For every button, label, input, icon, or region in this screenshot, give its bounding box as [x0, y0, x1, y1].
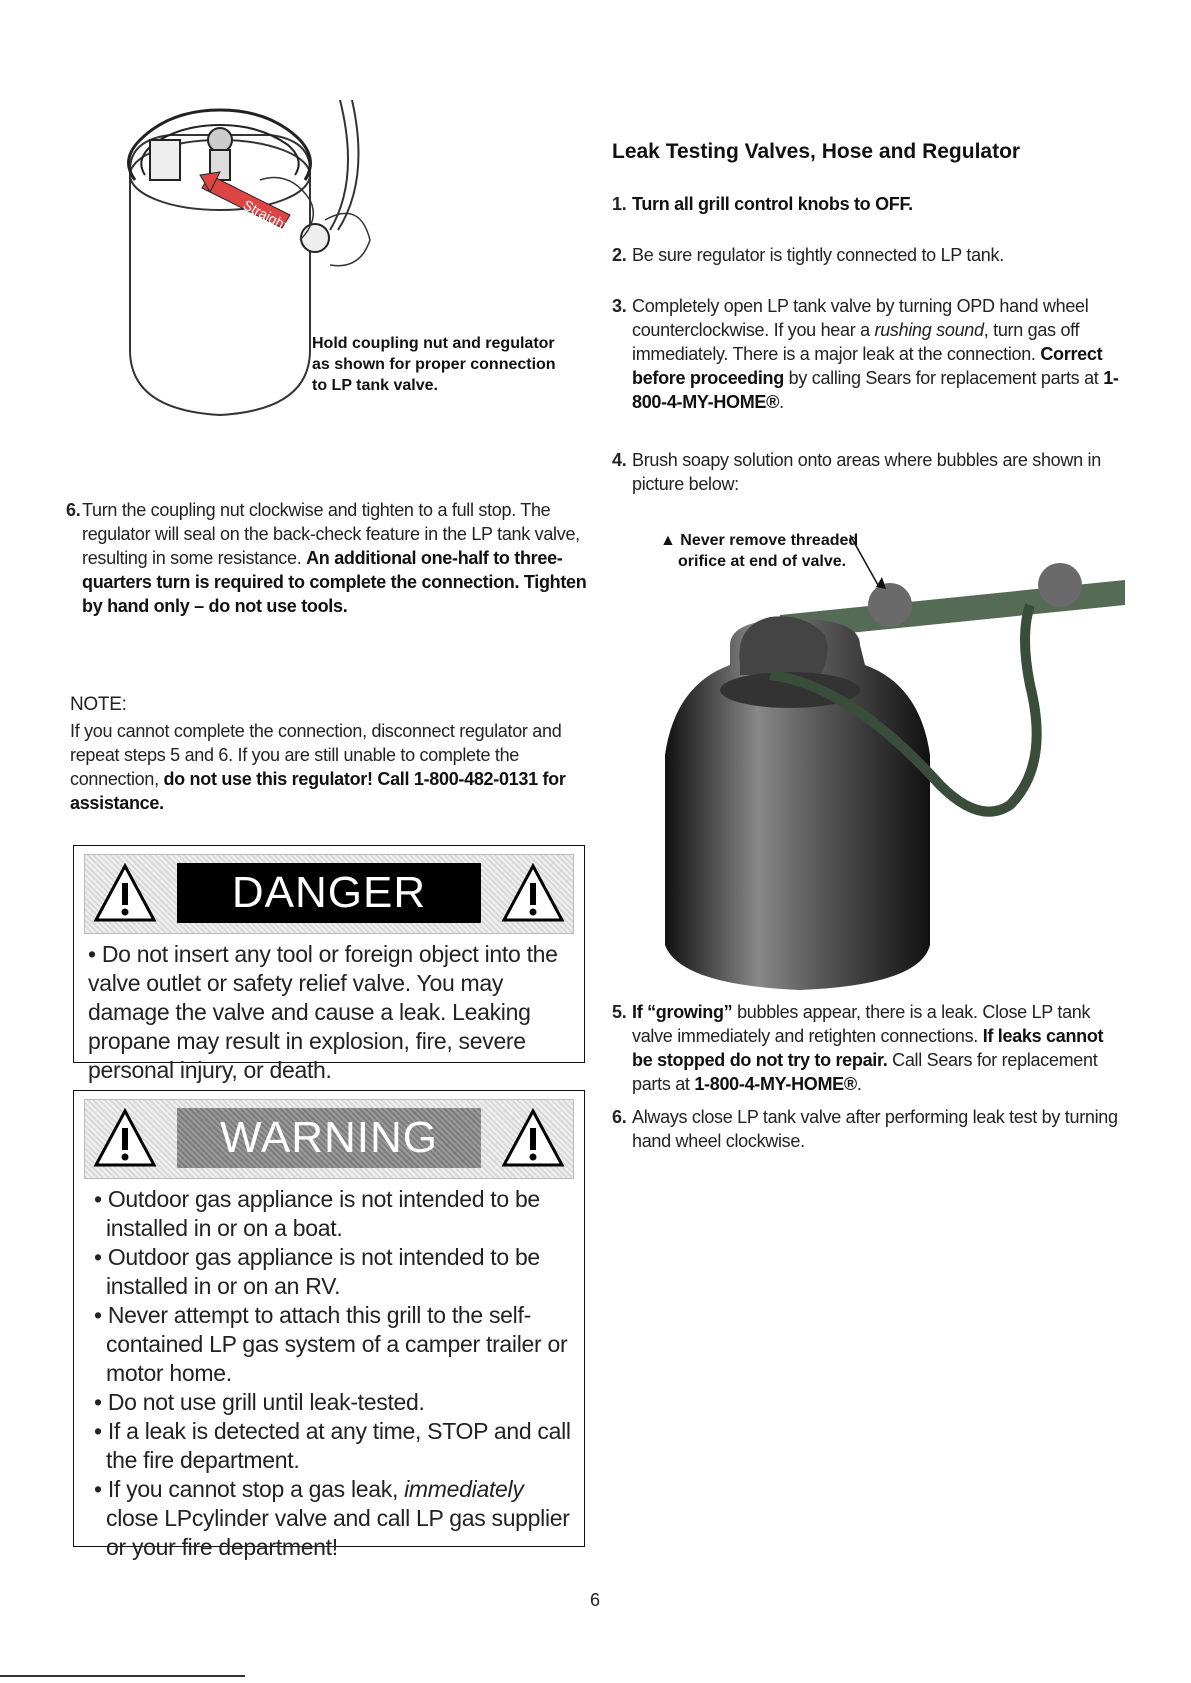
warning-list	[88, 1185, 574, 1562]
leak-step-3: 3. Completely open LP tank valve by turning OPD hand wheel counterclockwise. If you hear a rushing sound, turn gas off immediately. There is a major leak at the connection. Correct before proceeding by calling Sears for replacement parts at 1-800-4-MY-HOME®.	[612, 296, 1119, 412]
footer-rule	[0, 1675, 245, 1677]
note-emphasis: do not use this regulator! Call 1-800-482-0131 for assistance.	[70, 769, 566, 813]
note-title: NOTE:	[70, 694, 127, 715]
note-section	[70, 693, 590, 815]
warning-item: • If a leak is detected at any time, STOP and call the fire department.	[94, 1418, 571, 1473]
connection-step-6	[66, 498, 590, 618]
warning-header	[84, 1099, 574, 1179]
tank-illustration-caption: Hold coupling nut and regulator as shown for proper connection to LP tank valve.	[312, 335, 556, 394]
step-text: Turn the coupling nut clockwise and tighten to a full stop. The regulator will seal on the back-check feature in the LP tank valve, resulting in some resistance.	[82, 500, 580, 568]
leak-step-1: 1. Turn all grill control knobs to OFF.	[612, 194, 913, 214]
valve-illustration-caption: ▲ Never remove threaded orifice at end of valve.	[660, 532, 859, 570]
leak-step-2: 2. Be sure regulator is tightly connected to LP tank.	[612, 245, 1004, 265]
leak-step-4: 4. Brush soapy solution onto areas where bubbles are shown in picture below:	[612, 450, 1101, 494]
warning-item: • If you cannot stop a gas leak, immediately close LPcylinder valve and call LP gas supplier or your fire department!	[94, 1476, 570, 1560]
danger-box	[73, 845, 585, 1083]
warning-item: • Do not use grill until leak-tested.	[94, 1389, 425, 1415]
page-number: 6	[590, 1590, 601, 1610]
warning-box	[73, 1090, 585, 1560]
warning-triangle-icon	[93, 863, 157, 923]
warning-title: WARNING	[177, 1108, 481, 1168]
warning-item: • Never attempt to attach this grill to the self-contained LP gas system of a camper trailer or motor home.	[94, 1302, 568, 1386]
danger-title: DANGER	[177, 863, 481, 923]
leak-test-title: Leak Testing Valves, Hose and Regulator	[612, 140, 1021, 163]
warning-item: • Outdoor gas appliance is not intended to be installed in or on an RV.	[94, 1244, 540, 1299]
caution-triangle-icon: ▲	[660, 532, 676, 549]
warning-triangle-icon	[501, 863, 565, 923]
warning-triangle-icon	[501, 1108, 565, 1168]
danger-header	[84, 854, 574, 934]
warning-triangle-icon	[93, 1108, 157, 1168]
leak-step-6: 6. Always close LP tank valve after performing leak test by turning hand wheel clockwise.	[612, 1107, 1118, 1151]
note-text: If you cannot complete the connection, disconnect regulator and repeat steps 5 and 6. If you are still unable to complete the connection,	[70, 721, 562, 789]
step-emphasis: An additional one-half to three-quarters turn is required to complete the connection. Tighten by hand only – do not use tools.	[82, 548, 587, 616]
danger-text: • Do not insert any tool or foreign object into the valve outlet or safety relief valve. You may damage the valve and cause a leak. Leaking propane may result in explosion, fire, severe personal injury, or death.	[88, 941, 558, 1083]
step-number: 6.	[66, 500, 81, 520]
leak-step-5: 5. If “growing” bubbles appear, there is a leak. Close LP tank valve immediately and retighten connections. If leaks cannot be stopped do not try to repair. Call Sears for replacement parts at 1-800-4-MY-HOME®.	[612, 1002, 1104, 1094]
straight-label: Straight	[240, 196, 291, 234]
warning-item: • Outdoor gas appliance is not intended to be installed in or on a boat.	[94, 1186, 540, 1241]
tank-manifold-illustration	[620, 525, 1125, 1000]
